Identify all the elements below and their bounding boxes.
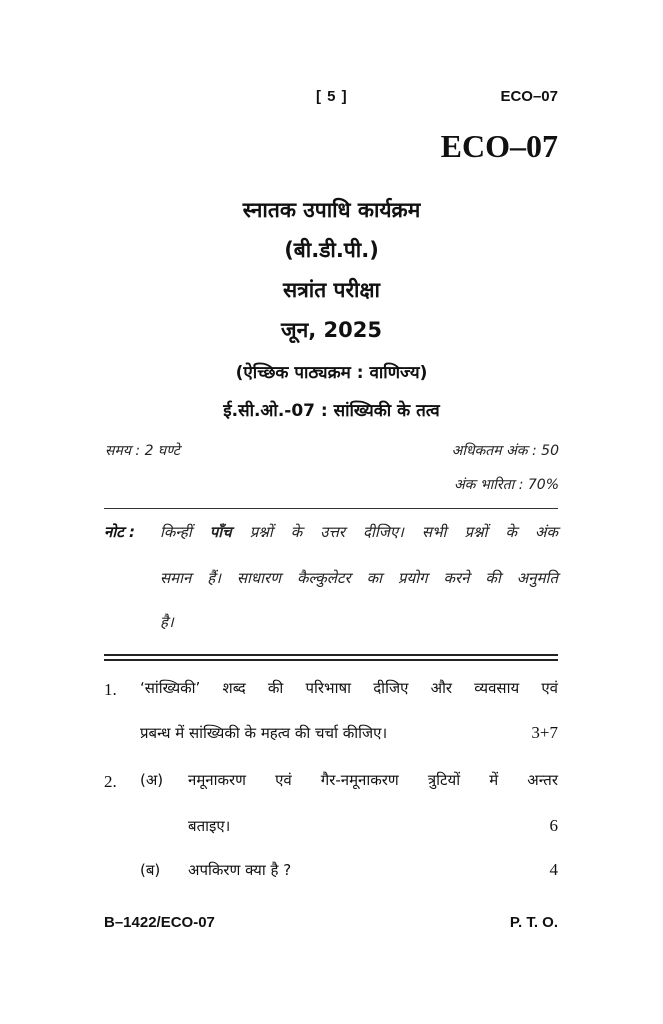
page-number: [ 5 ] (316, 88, 348, 105)
exam-session: जून, 2025 (281, 318, 382, 342)
note-label: नोट : (104, 523, 135, 541)
question-2b-label: (ब) (140, 861, 161, 879)
question-2a-text-line-2: बताइए। (188, 817, 231, 835)
exam-duration: समय : 2 घण्टे (105, 443, 180, 459)
maximum-marks: अधिकतम अंक : 50 (451, 443, 559, 459)
course-code-header: ECO–07 (500, 88, 558, 105)
note-line-3: है। (160, 613, 174, 631)
marks-weightage: अंक भारिता : 70% (453, 477, 559, 493)
paper-code: B–1422/ECO-07 (104, 914, 215, 931)
question-2a-text-line-1: नमूनाकरण एवं गैर-नमूनाकरण त्रुटियों में अन्तर (188, 771, 558, 789)
programme-name: स्नातक उपाधि कार्यक्रम (242, 198, 421, 222)
question-2b-text: अपकिरण क्या है ? (188, 861, 292, 879)
course-title: ई.सी.ओ.-07 : सांख्यिकी के तत्व (223, 401, 440, 421)
note-line-2: समान हैं। साधारण कैल्कुलेटर का प्रयोग करने की अनुमति (160, 569, 558, 587)
note-emphasis: पाँच (209, 523, 232, 541)
question-1-text-line-2: प्रबन्ध में सांख्यिकी के महत्व की चर्चा कीजिए। (140, 724, 388, 742)
exam-name: सत्रांत परीक्षा (283, 278, 380, 302)
question-1-text-line-1: ‘सांख्यिकी’ शब्द की परिभाषा दीजिए और व्यवसाय एवं (140, 679, 558, 697)
programme-abbreviation: (बी.डी.पी.) (284, 238, 379, 262)
double-divider-rule (104, 654, 558, 661)
note-text: प्रश्नों के उत्तर दीजिए। सभी प्रश्नों के अंक (231, 523, 558, 541)
please-turn-over: P. T. O. (509, 914, 558, 931)
note-text: किन्हीं (160, 523, 210, 541)
course-type: (ऐच्छिक पाठ्यक्रम : वाणिज्य) (235, 363, 428, 383)
course-code-title: ECO–07 (440, 128, 558, 164)
question-1-marks: 3+7 (531, 723, 558, 742)
question-2a-marks: 6 (549, 816, 558, 835)
divider-rule (104, 508, 558, 509)
question-number: 2. (104, 772, 117, 791)
note-line-1 (160, 522, 558, 542)
question-2a-label: (अ) (140, 771, 164, 789)
question-2b-marks: 4 (549, 860, 558, 879)
question-number: 1. (104, 680, 117, 699)
